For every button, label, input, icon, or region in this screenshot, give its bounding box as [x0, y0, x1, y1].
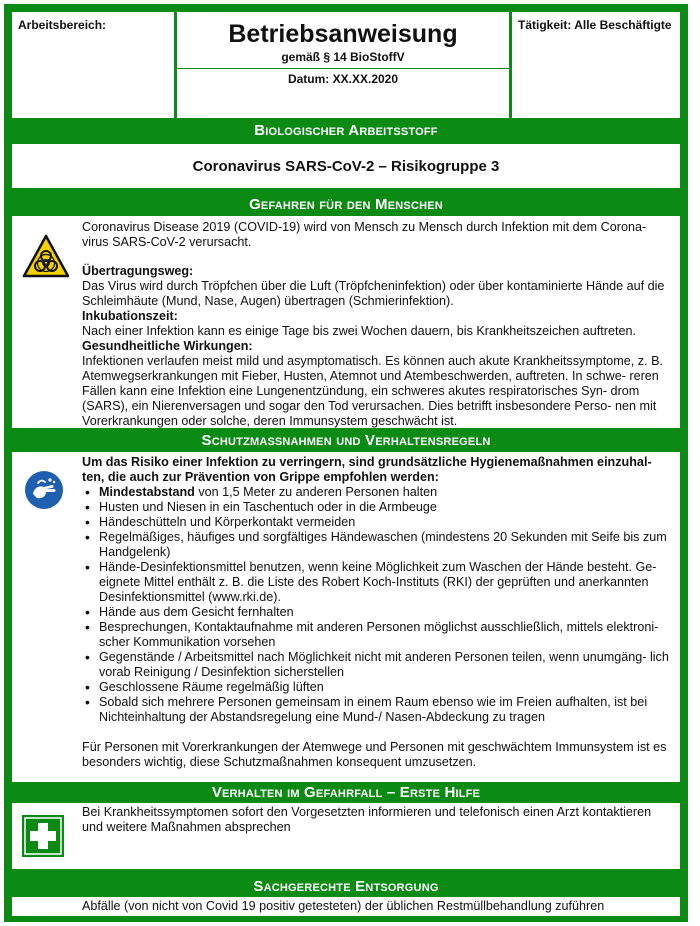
gefahren-intro: Coronavirus Disease 2019 (COVID-19) wird von Mensch zu Mensch durch Infektion mit dem Corona- virus SARS-CoV-2 verursacht. — [82, 220, 647, 249]
list-item: • Hände aus dem Gesicht fernhalten — [82, 605, 674, 620]
entsorgung-text: Abfälle (von nicht von Covid 19 positiv getesteten) der üblichen Restmüllbehandlung zuführen — [82, 899, 605, 913]
list-item: • Regelmäßiges, häufiges und sorgfältiges Händewaschen (mindestens 20 Sekunden mit Seife bis zum Handgelenk) — [82, 530, 674, 560]
document-frame — [4, 4, 688, 922]
gefahrfall-box — [12, 803, 680, 869]
section-heading-entsorgung: Sachgerechte Entsorgung — [253, 878, 439, 895]
hand-washing-mandatory-icon — [24, 470, 64, 510]
entsorgung-box — [12, 897, 680, 916]
document-subtitle: gemäß § 14 BioStoffV — [281, 50, 405, 64]
header-left-cell — [12, 12, 174, 118]
first-aid-icon — [22, 815, 64, 857]
list-item-bold: Mindestabstand — [99, 485, 195, 499]
list-item-text: von 1,5 Meter zu anderen Personen halten — [194, 485, 438, 499]
list-item: • Händeschütteln und Körperkontakt vermeiden — [82, 515, 674, 530]
list-item: • Besprechungen, Kontaktaufnahme mit anderen Personen möglichst ausschließlich, mittels elektroni- scher Kommunikation vorsehen — [82, 620, 674, 650]
uebertragung-label: Übertragungsweg: — [82, 264, 194, 278]
taetigkeit-label: Tätigkeit: Alle Beschäftigte — [518, 18, 672, 32]
list-item: • Hände-Desinfektionsmittel benutzen, wenn keine Möglichkeit zum Waschen der Hände besteht. Ge- eignete Mittel enthält z. B. die Liste des Robert Koch-Instituts (RKI) der geprüften und anerkannten Desinfektionsmittel (www.rki.de). — [82, 560, 674, 605]
gefahren-content — [82, 220, 674, 429]
inkubation-label: Inkubationszeit: — [82, 309, 178, 323]
arbeitsbereich-label: Arbeitsbereich: — [18, 18, 107, 32]
header-title-cell — [177, 12, 509, 118]
document-title: Betriebsanweisung — [228, 20, 458, 48]
uebertragung-text: Das Virus wird durch Tröpfchen über die Luft (Tröpfcheninfektion) oder über kontaminierte Hände auf die Schleimhäute (Mund, Nase, Augen) übertragen (Schmierinfektion). — [82, 279, 665, 308]
list-item: • Gegenstände / Arbeitsmittel nach Möglichkeit nicht mit anderen Personen teilen, wenn unumgäng- lich vorab Reinigung / Desinfektion sicherstellen — [82, 650, 674, 680]
wirkungen-label: Gesundheitliche Wirkungen: — [82, 339, 253, 353]
section-heading-gefahrfall: Verhalten im Gefahrfall – Erste Hilfe — [211, 784, 481, 801]
header-right-cell — [512, 12, 680, 118]
schutz-content — [82, 455, 674, 770]
header-divider — [177, 68, 509, 69]
list-item: • Geschlossene Räume regelmäßig lüften — [82, 680, 674, 695]
biohazard-warning-icon — [22, 234, 70, 278]
section-heading-stoff: Biologischer Arbeitsstoff — [254, 122, 438, 139]
schutz-list — [82, 485, 674, 725]
wirkungen-text: Infektionen verlaufen meist mild und asymptomatisch. Es können auch akute Krankheitssymptome, z. B. Atemwegserkrankungen mit Fieber, Husten, Atemnot und Atembeschwerden, auftreten. In schwe- reren Fällen kann eine Infektion eine Lungenentzündung, ein schweres akutes respiratorisches Syn- drom (SARS), ein Nierenversagen und sogar den Tod verursachen. Dies betrifft insbesondere Perso- nen mit Vorerkrankungen oder solche, deren Immunsystem geschwächt ist. — [82, 354, 663, 428]
section-heading-schutz: Schutzmaßnahmen und Verhaltensregeln — [201, 432, 491, 449]
schutz-intro: Um das Risiko einer Infektion zu verringern, sind grundsätzliche Hygienemaßnahmen einzuhal- ten, die auch zur Prävention von Grippe empfohlen werden: — [82, 455, 652, 484]
stoff-name: Coronavirus SARS-CoV-2 – Risikogruppe 3 — [192, 158, 500, 175]
document-date: Datum: XX.XX.2020 — [287, 72, 399, 86]
schutz-box — [12, 452, 680, 782]
stoff-box — [12, 144, 680, 188]
gefahrfall-text: Bei Krankheitssymptomen sofort den Vorgesetzten informieren und telefonisch einen Arzt kontaktieren und weitere Maßnahmen absprechen — [82, 805, 652, 834]
section-heading-gefahren: Gefahren für den Menschen — [249, 196, 443, 213]
list-item — [82, 485, 674, 500]
schutz-outro: Für Personen mit Vorerkrankungen der Atemwege und Personen mit geschwächtem Immunsystem ist es besonders wichtig, diese Schutzmaßnahmen konsequent umzusetzen. — [82, 740, 667, 769]
gefahren-box — [12, 216, 680, 428]
inkubation-text: Nach einer Infektion kann es einige Tage bis zwei Wochen dauern, bis Krankheitszeichen auftreten. — [82, 324, 636, 338]
list-item: • Sobald sich mehrere Personen gemeinsam in einem Raum ebenso wie im Freien aufhalten, ist bei Nichteinhaltung der Abstandsregelung eine Mund-/ Nasen-Abdeckung zu tragen — [82, 695, 674, 725]
list-item: • Husten und Niesen in ein Taschentuch oder in die Armbeuge — [82, 500, 674, 515]
